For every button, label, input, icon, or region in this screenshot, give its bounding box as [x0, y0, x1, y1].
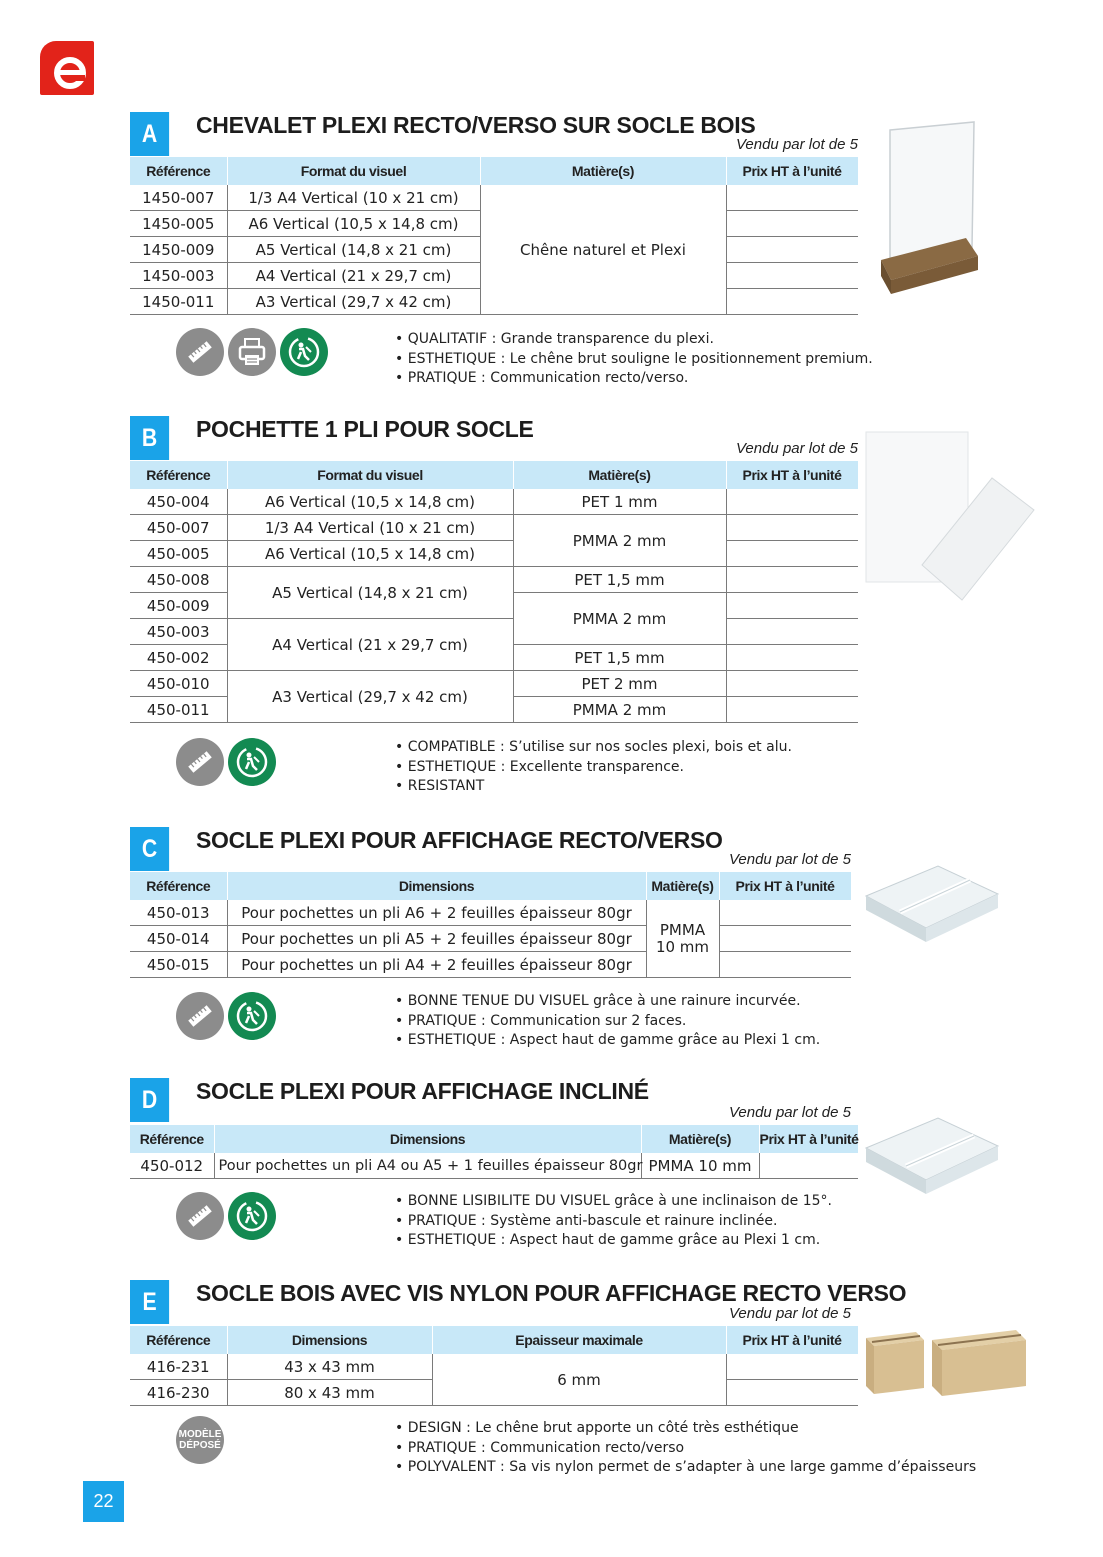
- cell-price: [726, 671, 858, 697]
- cell-matiere: PMMA 2 mm: [513, 515, 726, 567]
- cell-price: [726, 237, 858, 263]
- col-reference: Référence: [130, 1125, 214, 1153]
- col-reference: Référence: [130, 872, 227, 900]
- cell-matiere: PET 1,5 mm: [513, 645, 726, 671]
- cell-ref: 1450-007: [130, 185, 227, 211]
- col-dimensions: Dimensions: [227, 872, 646, 900]
- cell-price: [726, 645, 858, 671]
- feature-icons: [176, 992, 276, 1040]
- section-title: SOCLE BOIS AVEC VIS NYLON POUR AFFICHAGE RECTO VERSO: [196, 1280, 907, 1306]
- lot-label: Vendu par lot de 5: [728, 851, 851, 868]
- product-table: [130, 461, 859, 723]
- cell-format: A3 Vertical (29,7 x 42 cm): [227, 671, 513, 723]
- col-format: Format du visuel: [227, 461, 513, 489]
- cell-ref: 450-012: [130, 1153, 214, 1179]
- lot-label: Vendu par lot de 5: [735, 440, 858, 457]
- cell-ref: 450-004: [130, 489, 227, 515]
- feature-list: [395, 992, 820, 1051]
- cell-dimensions: Pour pochettes un pli A6 + 2 feuilles épaisseur 80gr: [227, 900, 646, 926]
- product-image-pochette: [862, 430, 1037, 605]
- col-matiere: Matière(s): [480, 157, 726, 185]
- cell-ref: 450-009: [130, 593, 227, 619]
- section-title: SOCLE PLEXI POUR AFFICHAGE RECTO/VERSO: [196, 827, 723, 853]
- section-e: [130, 1280, 977, 1480]
- cell-price: [726, 697, 858, 723]
- feature-item: • BONNE TENUE DU VISUEL grâce à une rainure incurvée.: [395, 992, 820, 1012]
- recycle-icon: [228, 738, 276, 786]
- table-row: [130, 515, 858, 541]
- cell-matiere: PMMA 10 mm: [641, 1153, 759, 1179]
- col-reference: Référence: [130, 157, 227, 185]
- table-header: [130, 1125, 858, 1153]
- ruler-icon: [176, 738, 224, 786]
- table-row: [130, 900, 851, 926]
- cell-format: A4 Vertical (21 x 29,7 cm): [227, 263, 480, 289]
- cell-price: [726, 515, 858, 541]
- ruler-icon: [176, 328, 224, 376]
- cell-ref: 450-003: [130, 619, 227, 645]
- cell-price: [726, 489, 858, 515]
- table-row: [130, 489, 858, 515]
- table-row: [130, 541, 858, 567]
- feature-item: • PRATIQUE : Communication recto/verso.: [395, 369, 873, 389]
- table-row: [130, 1153, 858, 1179]
- matiere-line: PMMA: [659, 920, 706, 939]
- product-table: [130, 1326, 859, 1406]
- col-epaisseur: Epaisseur maximale: [432, 1326, 726, 1354]
- cell-ref: 416-231: [130, 1354, 227, 1380]
- table-header: [130, 872, 851, 900]
- feature-icons: [176, 1192, 276, 1240]
- table-row: [130, 952, 851, 978]
- cell-price: [726, 1380, 858, 1406]
- feature-list: [395, 330, 873, 389]
- section-letter: E: [130, 1280, 169, 1324]
- cell-price: [719, 952, 851, 978]
- feature-item: • COMPATIBLE : S’utilise sur nos socles plexi, bois et alu.: [395, 738, 792, 758]
- table-row: [130, 671, 858, 697]
- cell-ref: 1450-011: [130, 289, 227, 315]
- feature-item: • ESTHETIQUE : Aspect haut de gamme grâce au Plexi 1 cm.: [395, 1031, 820, 1051]
- matiere-line: 10 mm: [655, 937, 710, 956]
- col-reference: Référence: [130, 461, 227, 489]
- product-table: [130, 872, 852, 978]
- section-letter: A: [130, 112, 169, 156]
- table-row: [130, 567, 858, 593]
- cell-matiere: PET 2 mm: [513, 671, 726, 697]
- col-matiere: Matière(s): [646, 872, 719, 900]
- cell-ref: 450-010: [130, 671, 227, 697]
- feature-item: • BONNE LISIBILITE DU VISUEL grâce à une inclinaison de 15°.: [395, 1192, 832, 1212]
- section-b: [130, 416, 858, 806]
- table-row: [130, 619, 858, 645]
- cell-ref: 450-014: [130, 926, 227, 952]
- cell-epaisseur: 6 mm: [432, 1354, 726, 1406]
- cell-format: A6 Vertical (10,5 x 14,8 cm): [227, 541, 513, 567]
- cell-price: [726, 619, 858, 645]
- product-image-chevalet: [876, 118, 980, 298]
- feature-icons: [176, 328, 328, 376]
- brand-logo: [40, 41, 94, 95]
- feature-item: • DESIGN : Le chêne brut apporte un côté très esthétique: [395, 1419, 976, 1439]
- badge-line: DÉPOSÉ: [179, 1440, 221, 1451]
- modele-depose-badge: [176, 1416, 224, 1464]
- section-title: POCHETTE 1 PLI POUR SOCLE: [196, 416, 534, 442]
- cell-format: 1/3 A4 Vertical (10 x 21 cm): [227, 185, 480, 211]
- section-letter: B: [130, 416, 169, 460]
- logo-e-icon: [40, 41, 94, 95]
- cell-matiere: PMMA 2 mm: [513, 697, 726, 723]
- table-row: [130, 1354, 858, 1380]
- recycle-icon: [280, 328, 328, 376]
- col-price: Prix HT à l’unité: [726, 1326, 858, 1354]
- feature-item: • QUALITATIF : Grande transparence du plexi.: [395, 330, 873, 350]
- feature-icons: [176, 738, 276, 786]
- cell-dimensions: Pour pochettes un pli A4 + 2 feuilles épaisseur 80gr: [227, 952, 646, 978]
- col-reference: Référence: [130, 1326, 227, 1354]
- cell-ref: 450-005: [130, 541, 227, 567]
- lot-label: Vendu par lot de 5: [728, 1104, 851, 1121]
- cell-ref: 450-013: [130, 900, 227, 926]
- cell-matiere: [646, 900, 719, 978]
- cell-price: [719, 900, 851, 926]
- feature-list: [395, 1419, 976, 1478]
- feature-item: • POLYVALENT : Sa vis nylon permet de s’adapter à une large gamme d’épaisseurs: [395, 1458, 976, 1478]
- product-table: [130, 1125, 859, 1179]
- cell-matiere: Chêne naturel et Plexi: [480, 185, 726, 315]
- recycle-icon: [228, 992, 276, 1040]
- cell-format: A5 Vertical (14,8 x 21 cm): [227, 567, 513, 619]
- col-price: Prix HT à l’unité: [726, 461, 858, 489]
- col-price: Prix HT à l’unité: [719, 872, 851, 900]
- col-matiere: Matière(s): [513, 461, 726, 489]
- cell-format: A6 Vertical (10,5 x 14,8 cm): [227, 211, 480, 237]
- col-format: Format du visuel: [227, 157, 480, 185]
- cell-format: A4 Vertical (21 x 29,7 cm): [227, 619, 513, 671]
- section-title: CHEVALET PLEXI RECTO/VERSO SUR SOCLE BOIS: [196, 112, 756, 138]
- product-image-socle-bois: [864, 1326, 1029, 1398]
- table-row: [130, 185, 858, 211]
- col-price: Prix HT à l’unité: [759, 1125, 858, 1153]
- section-title: SOCLE PLEXI POUR AFFICHAGE INCLINÉ: [196, 1078, 649, 1104]
- lot-label: Vendu par lot de 5: [735, 136, 858, 153]
- feature-item: • ESTHETIQUE : Le chêne brut souligne le positionnement premium.: [395, 350, 873, 370]
- col-matiere: Matière(s): [641, 1125, 759, 1153]
- cell-matiere: PET 1 mm: [513, 489, 726, 515]
- col-dimensions: Dimensions: [227, 1326, 432, 1354]
- printer-icon: [228, 328, 276, 376]
- cell-ref: 1450-009: [130, 237, 227, 263]
- table-row: [130, 926, 851, 952]
- cell-price: [726, 593, 858, 619]
- cell-format: A5 Vertical (14,8 x 21 cm): [227, 237, 480, 263]
- feature-icons: [176, 1416, 224, 1464]
- cell-ref: 450-015: [130, 952, 227, 978]
- cell-price: [726, 541, 858, 567]
- section-c: [130, 827, 851, 1057]
- feature-item: • ESTHETIQUE : Aspect haut de gamme grâce au Plexi 1 cm.: [395, 1231, 832, 1251]
- feature-list: [395, 738, 792, 797]
- cell-ref: 450-011: [130, 697, 227, 723]
- page-number: 22: [83, 1481, 124, 1522]
- cell-matiere: PET 1,5 mm: [513, 567, 726, 593]
- section-d: [130, 1078, 858, 1258]
- section-a: [130, 112, 873, 392]
- cell-dimensions: Pour pochettes un pli A4 ou A5 + 1 feuilles épaisseur 80gr: [214, 1153, 641, 1179]
- feature-item: • PRATIQUE : Communication recto/verso: [395, 1439, 976, 1459]
- recycle-icon: [228, 1192, 276, 1240]
- product-table: [130, 157, 859, 315]
- feature-item: • RESISTANT: [395, 777, 792, 797]
- cell-format: A6 Vertical (10,5 x 14,8 cm): [227, 489, 513, 515]
- section-letter: D: [130, 1078, 169, 1122]
- section-letter: C: [130, 827, 169, 871]
- cell-price: [726, 1354, 858, 1380]
- cell-matiere: PMMA 2 mm: [513, 593, 726, 645]
- cell-ref: 450-008: [130, 567, 227, 593]
- cell-price: [726, 211, 858, 237]
- feature-item: • PRATIQUE : Système anti-bascule et rainure inclinée.: [395, 1212, 832, 1232]
- cell-price: [719, 926, 851, 952]
- cell-ref: 416-230: [130, 1380, 227, 1406]
- cell-dimensions: 43 x 43 mm: [227, 1354, 432, 1380]
- cell-price: [726, 185, 858, 211]
- feature-list: [395, 1192, 832, 1251]
- product-image-socle-plexi: [862, 862, 1002, 944]
- cell-price: [759, 1153, 858, 1179]
- feature-item: • PRATIQUE : Communication sur 2 faces.: [395, 1012, 820, 1032]
- table-header: [130, 1326, 858, 1354]
- cell-price: [726, 263, 858, 289]
- feature-item: • ESTHETIQUE : Excellente transparence.: [395, 758, 792, 778]
- cell-format: 1/3 A4 Vertical (10 x 21 cm): [227, 515, 513, 541]
- cell-ref: 1450-003: [130, 263, 227, 289]
- col-dimensions: Dimensions: [214, 1125, 641, 1153]
- cell-price: [726, 567, 858, 593]
- lot-label: Vendu par lot de 5: [728, 1305, 851, 1322]
- cell-ref: 450-002: [130, 645, 227, 671]
- cell-price: [726, 289, 858, 315]
- product-image-socle-incline: [862, 1114, 1002, 1196]
- cell-dimensions: Pour pochettes un pli A5 + 2 feuilles épaisseur 80gr: [227, 926, 646, 952]
- table-header: [130, 461, 858, 489]
- badge-line: MODÈLE: [178, 1429, 222, 1440]
- col-price: Prix HT à l’unité: [726, 157, 858, 185]
- ruler-icon: [176, 1192, 224, 1240]
- cell-dimensions: 80 x 43 mm: [227, 1380, 432, 1406]
- cell-format: A3 Vertical (29,7 x 42 cm): [227, 289, 480, 315]
- cell-ref: 450-007: [130, 515, 227, 541]
- ruler-icon: [176, 992, 224, 1040]
- cell-ref: 1450-005: [130, 211, 227, 237]
- table-header: [130, 157, 858, 185]
